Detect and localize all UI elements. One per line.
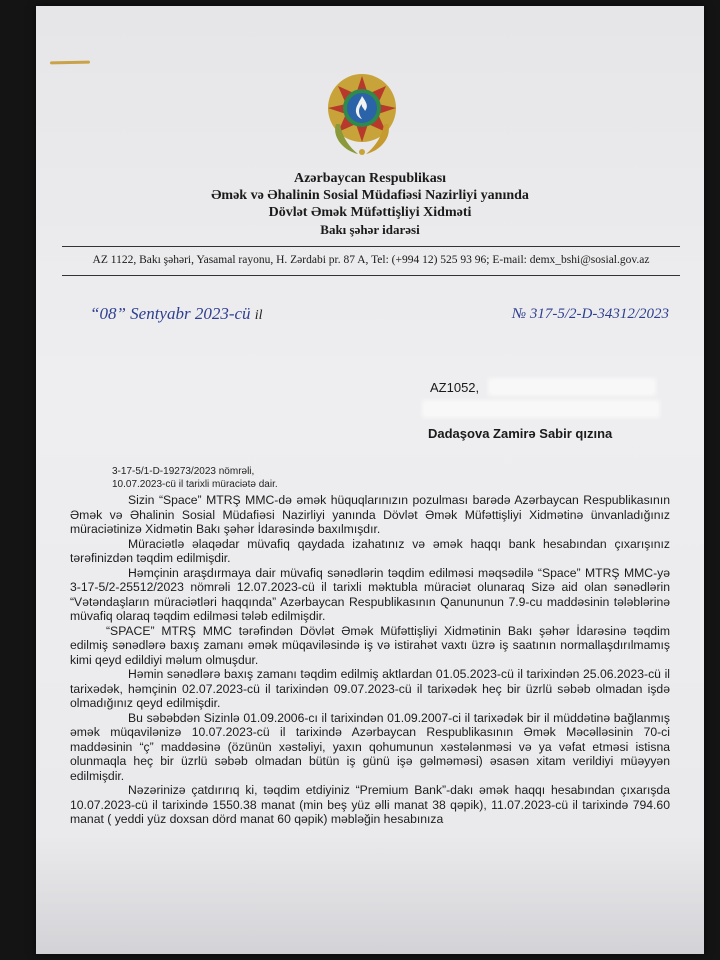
- body-paragraph: Sizin “Space” MTRŞ MMC-də əmək hüquqlarınızın pozulması barədə Azərbaycan Respublikasının Əmək və Əhalinin Sosial Müdafiəsi Nazirliyi yanında Dövlət Əmək Müfəttişliyi Xidmətinə ünvanladığınız müraciətinizə Xidmətin Bakı şəhər İdarəsində baxılmışdır.: [70, 493, 670, 536]
- redaction-mark: [422, 400, 660, 418]
- letterhead-service: Dövlət Əmək Müfəttişliyi Xidməti: [268, 205, 472, 220]
- letter-body: [70, 493, 670, 827]
- header-divider-top: [62, 246, 680, 247]
- letterhead-contact: AZ 1122, Bakı şəhəri, Yasamal rayonu, H. Zərdabi pr. 87 A, Tel: (+994 12) 525 93 96; E-mail: demx_bshi@sosial.gov.az: [92, 254, 650, 266]
- letter-date: [90, 304, 263, 324]
- paper-clip: [50, 61, 90, 65]
- letter-page: [36, 6, 704, 954]
- subject-reference: [112, 465, 278, 491]
- body-paragraph: Həmçinin araşdırmaya dair müvafiq sənədlərin təqdim edilməsi məqsədilə “Space” MTRŞ MMC-yə 3-17-5/2-25512/2023 nömrəli 12.07.2023-cü il tarixli məktubla müraciət olunaraq Sizə aid olan sənədlərin “Vətəndaşların müraciətləri haqqında” Azərbaycan Respublikasının Qanununun 7.9-cu maddəsinin tələblərinə müvafiq olaraq təqdim edilməsi tələb edilmişdir.: [70, 565, 670, 623]
- letterhead-office: Bakı şəhər idarəsi: [320, 222, 420, 237]
- state-emblem-icon: [314, 64, 410, 164]
- body-paragraph: Bu səbəbdən Sizinlə 01.09.2006-cı il tarixindən 01.09.2007-ci il tarixədək bir il müddətinə bağlanmış əmək müqavilənizə 10.07.2023-cü il tarixində Azərbaycan Respublikasının Əmək Məcəlləsinin 70-ci maddəsinin “ç” maddəsinə (özünün xəstəliyi, yaxın qohumunun xəstələnməsi və ya vəfat etməsi istisna olunmaqla heç bir üzrlü səbəb olmadan bütün iş günü işə gəlməməsi) əsasən xitam verildiyi müəyyən edilmişdir.: [70, 710, 670, 783]
- photo-shadow: [36, 836, 704, 954]
- body-paragraph: “SPACE” MTRŞ MMC tərəfindən Dövlət Əmək Müfəttişliyi Xidmətinin Bakı şəhər İdarəsinə təqdim edilmiş sənədlərə baxış zamanı əmək müqaviləsində iş və istirahət vaxtı üzrə iş saatının normallaşdırılmamış kimi qeyd edildiyi məlum olmuşdur.: [70, 623, 670, 667]
- letterhead-ministry: Əmək və Əhalinin Sosial Müdafiəsi Nazirliyi yanında: [211, 188, 529, 203]
- body-paragraph: Həmin sənədlərə baxış zamanı təqdim edilmiş aktlardan 01.05.2023-cü il tarixindən 25.06.2023-cü il tarixədək, həmçinin 02.07.2023-cü il tarixindən 09.07.2023-cü il tarixədək heç bir üzrlü səbəb olmadan işdə olmadığınız qeyd edilmişdir.: [70, 667, 670, 710]
- recipient-name: Dadaşova Zamirə Sabir qızına: [428, 426, 613, 441]
- subject-line: 10.07.2023-cü il tarixli müraciətə dair.: [112, 479, 278, 490]
- body-paragraph: Nəzərinizə çatdırırıq ki, təqdim etdiyiniz “Premium Bank”-dakı əmək haqqı hesabından çıxarışda 10.07.2023-cü il tarixində 1550.38 manat (min beş yüz əlli manat 38 qəpik), 11.07.2023-cü il tarixində 794.60 manat ( yeddi yüz doxsan dörd manat 60 qəpik) məbləğin hesabınıza: [70, 783, 670, 826]
- letterhead-republic: Azərbaycan Respublikası: [293, 171, 447, 186]
- date-suffix: il: [254, 308, 263, 323]
- recipient-postal: AZ1052,: [430, 380, 480, 395]
- header-divider-bottom: [62, 275, 680, 276]
- body-paragraph: Müraciətlə əlaqədar müvafiq qaydada izahatınız və əmək haqqı bank hesabından çıxarışınız tərəfinizdən təqdim edilmişdir.: [70, 536, 670, 565]
- redaction-mark: [488, 378, 656, 396]
- date-handwritten: “08” Sentyabr 2023-cü: [90, 304, 251, 323]
- subject-line: 3-17-5/1-D-19273/2023 nömrəli,: [112, 466, 255, 477]
- reference-number: № 317-5/2-D-34312/2023: [512, 306, 670, 322]
